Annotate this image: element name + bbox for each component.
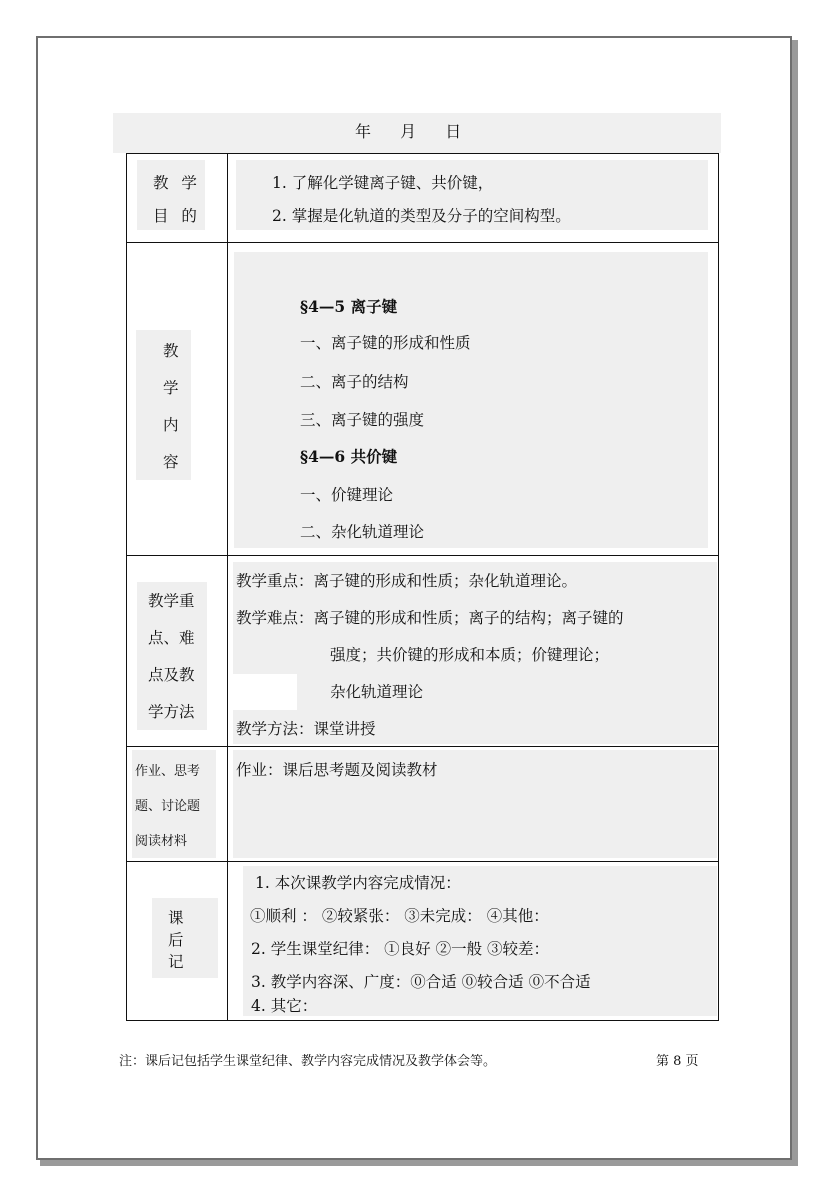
homework-label-line-2: 题、讨论题	[135, 799, 201, 814]
page-shadow-right	[792, 40, 798, 1164]
objective-item-1: 1. 了解化学键离子键、共价键，	[272, 174, 494, 192]
teaching-difficulty-line-2: 强度；共价键的形成和本质；价键理论；	[330, 646, 610, 664]
keypoints-label-line-4: 学方法	[148, 703, 195, 721]
section-4-5-item-2: 二、离子的结构	[300, 373, 409, 391]
date-day: 日	[445, 122, 465, 141]
section-4-6-item-1: 一、价键理论	[300, 486, 394, 504]
objectives-label-line1: 教 学	[153, 174, 201, 192]
teaching-difficulty-line-3: 杂化轨道理论	[330, 683, 424, 701]
objectives-label-line2: 目 的	[153, 207, 201, 225]
section-4-6-item-2: 二、杂化轨道理论	[300, 523, 425, 541]
keypoints-label-line-1: 教学重	[148, 592, 195, 610]
date-year: 年	[355, 122, 375, 141]
postclass-line-2: ①顺利 ： ②较紧张： ③未完成： ④其他：	[250, 907, 549, 925]
section-4-5-item-1: 一、离子键的形成和性质	[300, 334, 471, 352]
row-divider-3	[126, 746, 719, 747]
objective-item-2: 2. 掌握是化轨道的类型及分子的空间构型。	[272, 207, 571, 225]
page-shadow-bottom	[40, 1160, 798, 1166]
postclass-label-char-1: 课	[168, 909, 184, 927]
teaching-difficulty-line-1: 教学难点：离子键的形成和性质；离子的结构；离子键的	[236, 609, 624, 627]
row-divider-2	[126, 555, 719, 556]
keypoints-label-line-2: 点、难	[148, 629, 195, 647]
postclass-line-4: 3. 教学内容深、广度：⓪合适 ⓪较合适 ⓪不合适	[251, 973, 591, 991]
content-label-char-3: 内	[163, 416, 179, 434]
section-4-5-item-3: 三、离子键的强度	[300, 411, 425, 429]
section-4-5-title: §4—5 离子键	[300, 297, 398, 316]
teaching-method: 教学方法：课堂讲授	[236, 720, 376, 738]
homework-text: 作业：课后思考题及阅读教材	[236, 761, 438, 779]
content-label-char-2: 学	[163, 379, 179, 397]
footnote: 注：课后记包括学生课堂纪律、教学内容完成情况及教学体会等。	[119, 1054, 497, 1069]
content-label-char-4: 容	[163, 453, 179, 471]
postclass-label-char-3: 记	[168, 953, 184, 971]
date-month: 月	[400, 122, 420, 141]
table-border-bottom	[126, 1020, 719, 1021]
homework-label-line-1: 作业、思考	[135, 764, 201, 779]
section-4-6-title: §4—6 共价键	[300, 447, 398, 466]
postclass-label-shade	[152, 898, 218, 978]
table-column-divider	[227, 153, 228, 1021]
postclass-label-char-2: 后	[168, 931, 184, 949]
page-number: 第 8 页	[656, 1054, 699, 1069]
table-border-right	[718, 153, 719, 1021]
row-divider-1	[126, 242, 719, 243]
table-border-left	[126, 153, 127, 1021]
table-border-top	[126, 153, 719, 154]
postclass-line-3: 2. 学生课堂纪律： ①良好 ②一般 ③较差：	[251, 940, 549, 958]
homework-label-line-3: 阅读材料	[135, 834, 188, 849]
keypoints-label-line-3: 点及教	[148, 666, 195, 684]
date-line	[355, 119, 464, 142]
postclass-line-1: 1. 本次课教学内容完成情况：	[255, 874, 461, 892]
postclass-line-5: 4. 其它：	[251, 997, 318, 1015]
content-label-char-1: 教	[163, 342, 179, 360]
teaching-focus: 教学重点：离子键的形成和性质；杂化轨道理论。	[236, 572, 578, 590]
row-divider-4	[126, 861, 719, 862]
